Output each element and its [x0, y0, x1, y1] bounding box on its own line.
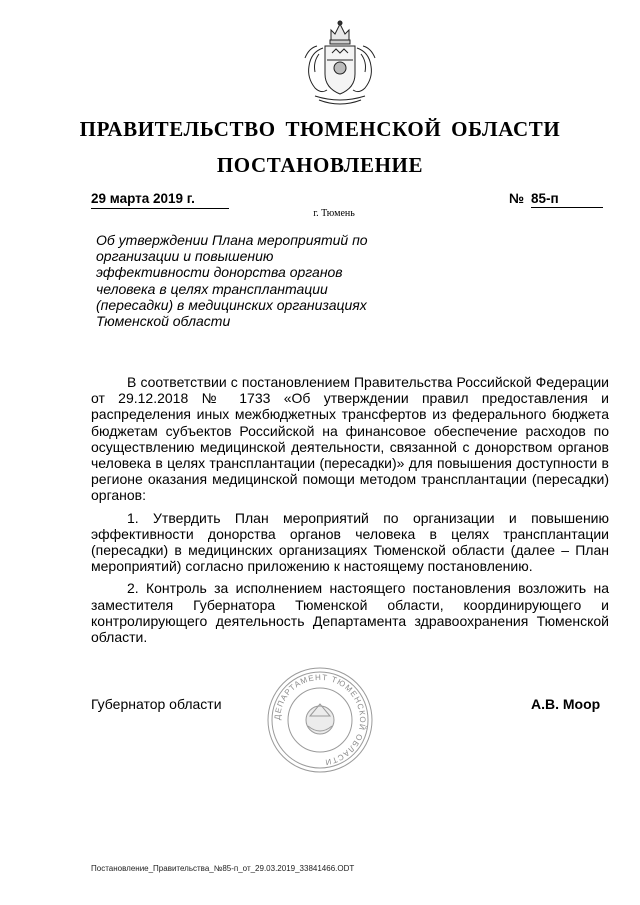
number-sign: №: [509, 191, 525, 206]
document-number: 85-п: [531, 190, 603, 208]
city: г. Тюмень: [313, 208, 355, 219]
seal-text: ДЕПАРТАМЕНТ ТЮМЕНСКОЙ ОБЛАСТИ: [272, 672, 368, 767]
document-subject: Об утверждении Плана мероприятий по организации и повышению эффективности донорства органов человека в целях трансплантации (пересадки) в медицинских организациях Тюменской области: [96, 232, 368, 330]
document-body: [91, 374, 609, 651]
item-1-paragraph: 1. Утвердить План мероприятий по организации и повышению эффективности донорства органов человека в целях трансплантации (пересадки) в медицинских организациях Тюменской области (далее – План мероприятий) согласно приложению к настоящему постановлению.: [91, 509, 609, 575]
document-number-field: [509, 190, 605, 208]
coat-of-arms-icon: [301, 18, 379, 108]
signatory-name: А.В. Моор: [531, 696, 601, 712]
government-title: ПРАВИТЕЛЬСТВО ТЮМЕНСКОЙ ОБЛАСТИ: [79, 117, 561, 141]
item-2-paragraph: 2. Контроль за исполнением настоящего постановления возложить на заместителя Губернатора Тюменской области, координирующего и контролирующего деятельность Департамента здравоохранения Тюменской области.: [91, 580, 609, 646]
document-type: ПОСТАНОВЛЕНИЕ: [216, 153, 424, 177]
document-date: 29 марта 2019 г.: [91, 190, 229, 209]
preamble-paragraph: В соответствии с постановлением Правительства Российской Федерации от 29.12.2018 № 1733 «Об утверждении правил предоставления и распределения иных межбюджетных трансфертов из федерального бюджета бюджетам субъектов Российской на финансовое обеспечение расходов по осуществлению медицинской деятельности, связанной с донорством органов человека в целях трансплантации (пересадки)» для повышения доступности в регионе оказания медицинской помощи методом трансплантации (пересадки) органов:: [91, 374, 609, 504]
file-name-footer: Постановление_Правительства_№85-п_от_29.03.2019_33841466.ODT: [91, 864, 355, 873]
signatory-role: Губернатор области: [91, 696, 222, 712]
official-seal-icon: [266, 666, 374, 774]
